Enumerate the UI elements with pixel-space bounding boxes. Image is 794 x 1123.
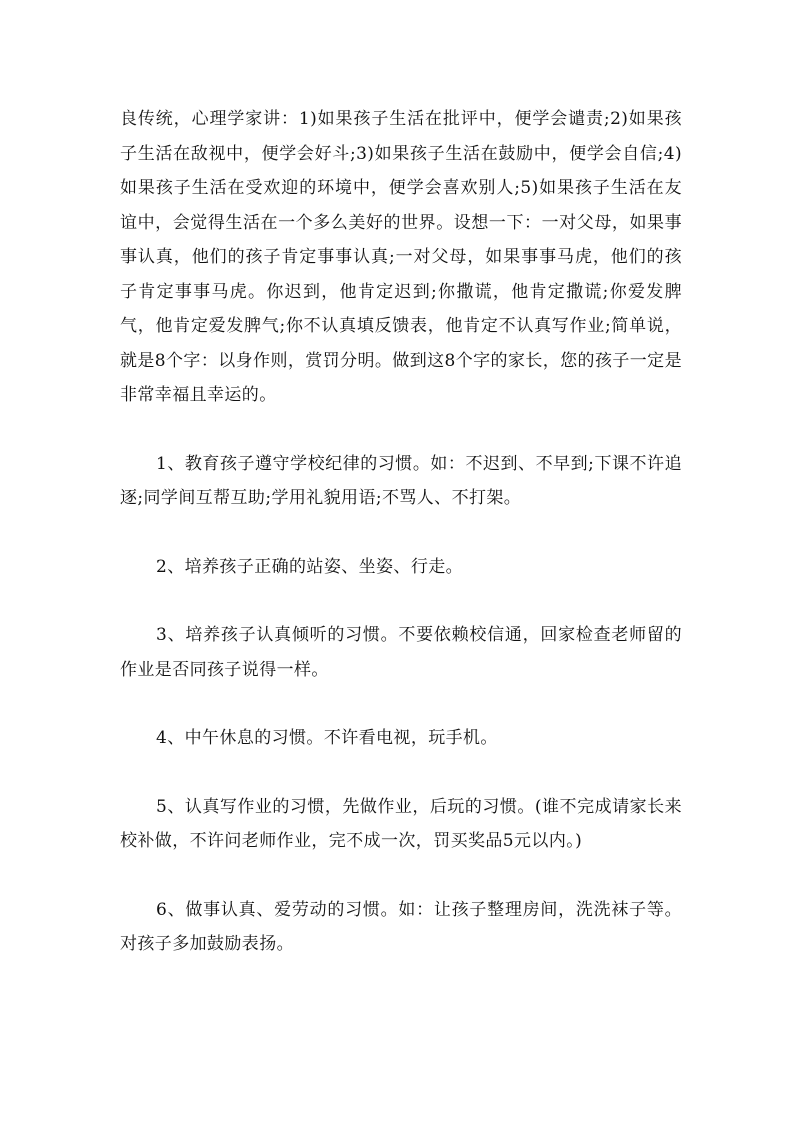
paragraph-item-5: 5、认真写作业的习惯，先做作业，后玩的习惯。(谁不完成请家长来校补做，不许问老师作业，完不成一次，罚买奖品5元以内。) [120,796,682,851]
paragraph-item-1: 1、教育孩子遵守学校纪律的习惯。如：不迟到、不早到;下课不许追逐;同学间互帮互助;学用礼貌用语;不骂人、不打架。 [120,453,682,508]
document-body [120,102,682,962]
paragraph-item-4: 4、中午休息的习惯。不许看电视，玩手机。 [156,728,498,748]
paragraph-item-2: 2、培养孩子正确的站姿、坐姿、行走。 [156,556,464,577]
paragraph-item-6: 6、做事认真、爱劳动的习惯。如：让孩子整理房间，洗洗袜子等。对孩子多加鼓励表扬。 [120,899,682,954]
paragraph-item-3: 3、培养孩子认真倾听的习惯。不要依赖校信通，回家检查老师留的作业是否同孩子说得一样。 [120,625,682,680]
paragraph-intro: 良传统，心理学家讲：1)如果孩子生活在批评中，便学会谴责;2)如果孩子生活在敌视中，便学会好斗;3)如果孩子生活在鼓励中，便学会自信;4)如果孩子生活在受欢迎的环境中，便学会喜欢别人;5)如果孩子生活在友谊中，会觉得生活在一个多么美好的世界。设想一下：一对父母，如果事事认真，他们的孩子肯定事事认真;一对父母，如果事事马虎，他们的孩子肯定事事马虎。你迟到，他肯定迟到;你撒谎，他肯定撒谎;你爱发脾气，他肯定爱发脾气;你不认真填反馈表，他肯定不认真写作业;简单说，就是8个字：以身作则，赏罚分明。做到这8个字的家长，您的孩子一定是非常幸福且幸运的。 [120,109,682,405]
